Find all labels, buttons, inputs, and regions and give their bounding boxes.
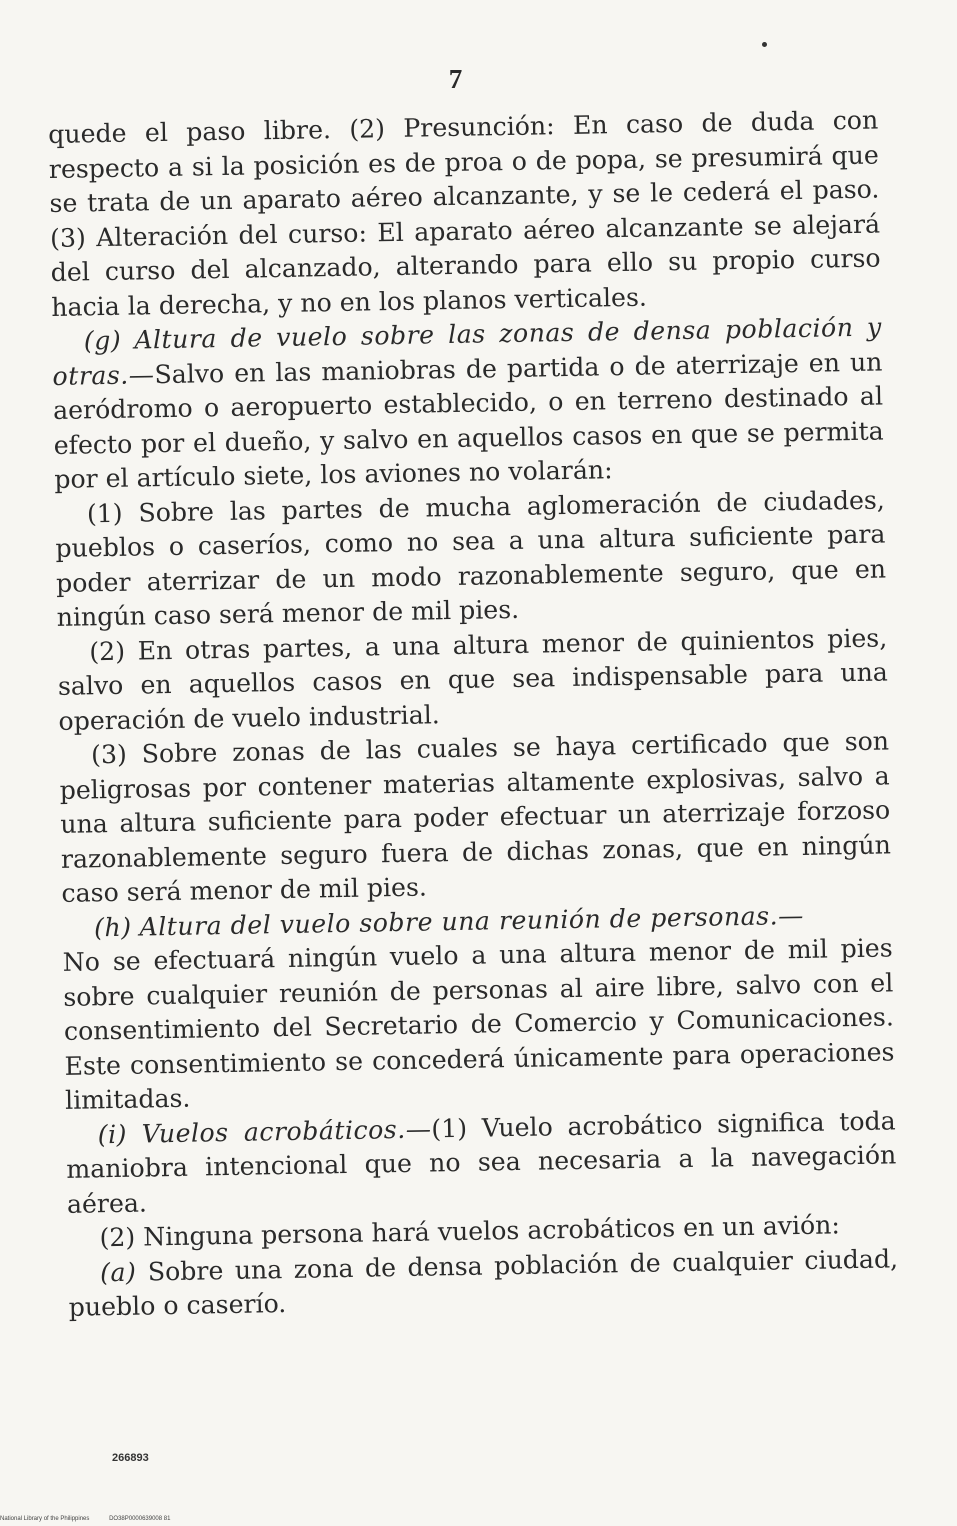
paragraph-section-i	[65, 1104, 897, 1222]
paragraph-text: (1) Sobre las partes de mucha aglomeración de ciudades, pueblos o caseríos, como no sea a una altura suficiente para poder aterrizar de un modo razonablemente seguro, que en ningún caso será menor de mil pies.	[55, 484, 887, 632]
print-code: 266893	[112, 1452, 149, 1464]
paragraph-text: Sobre una zona de densa población de cualquier ciudad, pueblo o caserío.	[68, 1243, 899, 1322]
paragraph-text: No se efectuará ningún vuelo a una altura menor de mil pies sobre cualquier reunión de personas al aire libre, salvo con el consentimiento del Secretario de Comercio y Comunicaciones. Este consentimiento se concederá únicamente para operaciones limitadas.	[62, 933, 895, 1115]
paragraph-section-g	[52, 310, 885, 497]
ink-speck	[762, 42, 767, 47]
paragraph-text: (2) Ninguna persona hará vuelos acrobáticos en un avión:	[99, 1210, 841, 1253]
paragraph-text: Salvo en las maniobras de partida o de aterrizaje en un aeródromo o aeropuerto establecido, o en terreno destinado al efecto por el dueño, y salvo en aquellos casos en que se permita por el artículo siete, los aviones no volarán:	[52, 346, 884, 494]
section-label: (a)	[99, 1257, 137, 1287]
paragraph-item-a	[68, 1242, 899, 1325]
section-heading: Altura del vuelo sobre una reunión de personas.—	[139, 900, 805, 942]
document-body	[48, 104, 899, 1326]
section-heading: Vuelos acrobáticos.—	[141, 1113, 432, 1149]
paragraph-continuation	[48, 104, 881, 325]
paragraph-item-2	[57, 621, 889, 739]
footer-id: DO38P0000639008 81	[109, 1516, 171, 1522]
page-number: 7	[448, 64, 463, 94]
paragraph-item-1	[55, 483, 887, 635]
section-heading: Altura de vuelo sobre las zonas de densa población y otras.—	[52, 312, 883, 391]
paragraph-text: (3) Sobre zonas de las cuales se haya certificado que son peligrosas por contener materias altamente explosivas, salvo a una altura suficiente para poder efectuar un aterrizaje forzoso razonablemente seguro fuera de dichas zonas, que en ningún caso será menor de mil pies.	[59, 726, 892, 908]
section-label: (i)	[97, 1119, 128, 1149]
paragraph-item-3	[59, 724, 892, 911]
paragraph-text: quede el paso libre. (2) Presunción: En caso de duda con respecto a si la posición es de proa o de popa, se presumirá que se trata de un aparato aéreo alcanzante, y se le cederá el paso. (3) Alteración del curso: El aparato aéreo alcanzante se alejará del curso del alcanzado, alterando para ello su propio curso hacia la derecha, y no en los planos verticales.	[48, 105, 881, 322]
paragraph-text: (2) En otras partes, a una altura menor de quinientos pies, salvo en aquellos casos en que sea indispensable para una operación de vuelo industrial.	[57, 622, 889, 736]
paragraph-section-h	[62, 897, 895, 1118]
scan-footer	[0, 1516, 188, 1522]
section-label: (g)	[83, 325, 122, 356]
paragraph-text: (1) Vuelo acrobático significa toda maniobra intencional que no sea necesaria a la navegación aérea.	[66, 1105, 897, 1219]
section-label: (h)	[93, 912, 132, 942]
footer-library: National Library of the Philippines	[0, 1516, 90, 1522]
